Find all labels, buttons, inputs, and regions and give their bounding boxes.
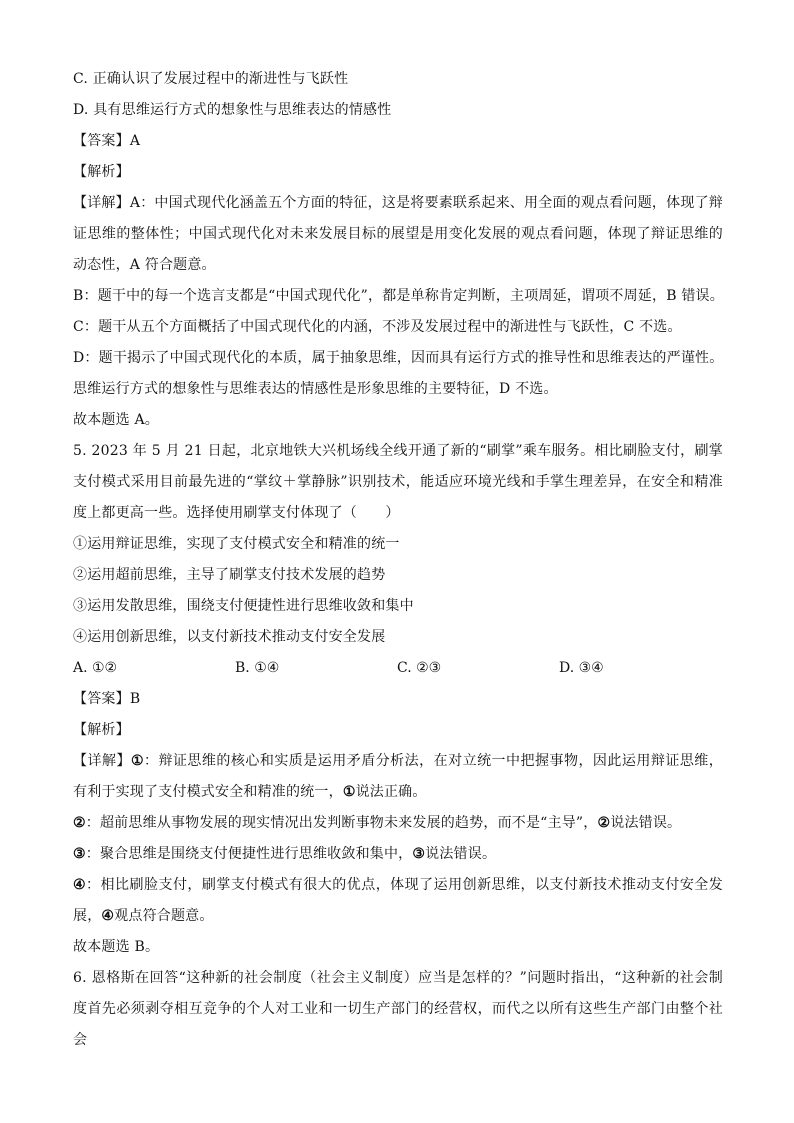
mark-3: ③ (73, 846, 86, 862)
q6-stem: 6. 恩格斯在回答“这种新的社会制度（社会主义制度）应当是怎样的？”问题时指出，“这种新的社会制度首先必须剥夺相互竞争的个人对工业和一切生产部门的经营权，而代之以所有这些生产部门由整个社会 (73, 970, 723, 1048)
document-page (73, 64, 723, 1056)
q4-detail-d1: D：题干揭示了中国式现代化的本质，属于抽象思维，因而具有运行方式的推导性和思维表达的严谨性。 (73, 350, 724, 366)
detail-tag: 【详解】 (73, 753, 131, 769)
choice-b: B. ①④ (235, 660, 280, 676)
detail-text: ：聚合思维是围绕支付便捷性进行思维收敛和集中， (85, 846, 413, 862)
q5-choices (73, 653, 723, 684)
q4-detail-b: B：题干中的每一个选言支都是“中国式现代化”，都是单称肯定判断，主项周延，谓项不周延，B 错误。 (73, 288, 724, 304)
detail-text: ：辩证思维的核心和实质是运用矛盾分析法，在对立统一中把握事物，因此运用辩证思维，有利于实现了支付模式安全和精准的统一， (73, 753, 723, 800)
q4-analysis-tag: 【解析】 (73, 164, 130, 180)
choice-c: C. ②③ (397, 660, 442, 676)
mark-2: ② (73, 815, 86, 831)
q4-conclusion: 故本题选 A。 (73, 412, 159, 428)
detail-tail: 说法错误。 (610, 815, 682, 831)
q4-answer (73, 126, 723, 157)
q4-detail-a (73, 188, 723, 281)
q5-item-4: ④运用创新思维，以支付新技术推动支付安全发展 (73, 629, 386, 645)
q5-stem: 5. 2023 年 5 月 21 日起，北京地铁大兴机场线全线开通了新的“刷掌”乘车服务。相比刷脸支付，刷掌支付模式采用目前最先进的“掌纹＋掌静脉”识别技术，能适应环境光线和手掌生理差异，在安全和精准度上都更高一些。选择使用刷掌支付体现了（ ） (73, 443, 723, 521)
q4-detail-c: C：题干从五个方面概括了中国式现代化的内涵，不涉及发展过程中的渐进性与飞跃性，C 不选。 (73, 319, 682, 335)
q5-item-1: ①运用辩证思维，实现了支付模式安全和精准的统一 (73, 536, 400, 552)
q5-item-2: ②运用超前思维，主导了刷掌支付技术发展的趋势 (73, 567, 386, 583)
answer-value: B (129, 691, 141, 707)
q5-detail-4 (73, 870, 723, 932)
detail-tail: 观点符合题意。 (114, 908, 214, 924)
choice-a: A. ①② (73, 660, 118, 676)
q5-detail-3 (73, 839, 723, 870)
mark-4-ref: ④ (101, 908, 115, 924)
answer-tag: 【答案】 (73, 691, 130, 707)
mark-3-ref: ③ (412, 846, 426, 862)
mark-1: ① (130, 753, 144, 769)
q5-conclusion: 故本题选 B。 (73, 939, 160, 955)
detail-tail: 说法错误。 (425, 846, 497, 862)
q5-analysis-tag: 【解析】 (73, 722, 130, 738)
answer-tag: 【答案】 (73, 133, 130, 149)
mark-2-ref: ② (597, 815, 611, 831)
detail-tail: 说法正确。 (355, 784, 427, 800)
detail-text: A：中国式现代化涵盖五个方面的特征，这是将要素联系起来、用全面的观点看问题，体现了辩证思维的整体性；中国式现代化对未来发展目标的展望是用变化发展的观点看问题，体现了辩证思维的动态性，A 符合题意。 (73, 195, 723, 273)
q5-answer (73, 684, 723, 715)
detail-text: ：相比刷脸支付，刷掌支付模式有很大的优点，体现了运用创新思维，以支付新技术推动支付安全发展， (73, 877, 723, 924)
q5-detail-1 (73, 746, 723, 808)
choice-d: D. ③④ (559, 660, 604, 676)
q5-item-3: ③运用发散思维，围绕支付便捷性进行思维收敛和集中 (73, 598, 414, 614)
mark-1-ref: ① (342, 784, 356, 800)
q4-detail-d2: 思维运行方式的想象性与思维表达的情感性是形象思维的主要特征，D 不选。 (73, 381, 558, 397)
detail-tag: 【详解】 (73, 195, 130, 211)
detail-text: ：超前思维从事物发展的现实情况出发判断事物未来发展的趋势，而不是“主导”， (85, 815, 598, 831)
q4-option-d: D. 具有思维运行方式的想象性与思维表达的情感性 (73, 102, 392, 118)
mark-4: ④ (73, 877, 87, 893)
q5-detail-2 (73, 808, 723, 839)
q4-option-c: C. 正确认识了发展过程中的渐进性与飞跃性 (73, 71, 349, 87)
answer-value: A (129, 133, 141, 149)
